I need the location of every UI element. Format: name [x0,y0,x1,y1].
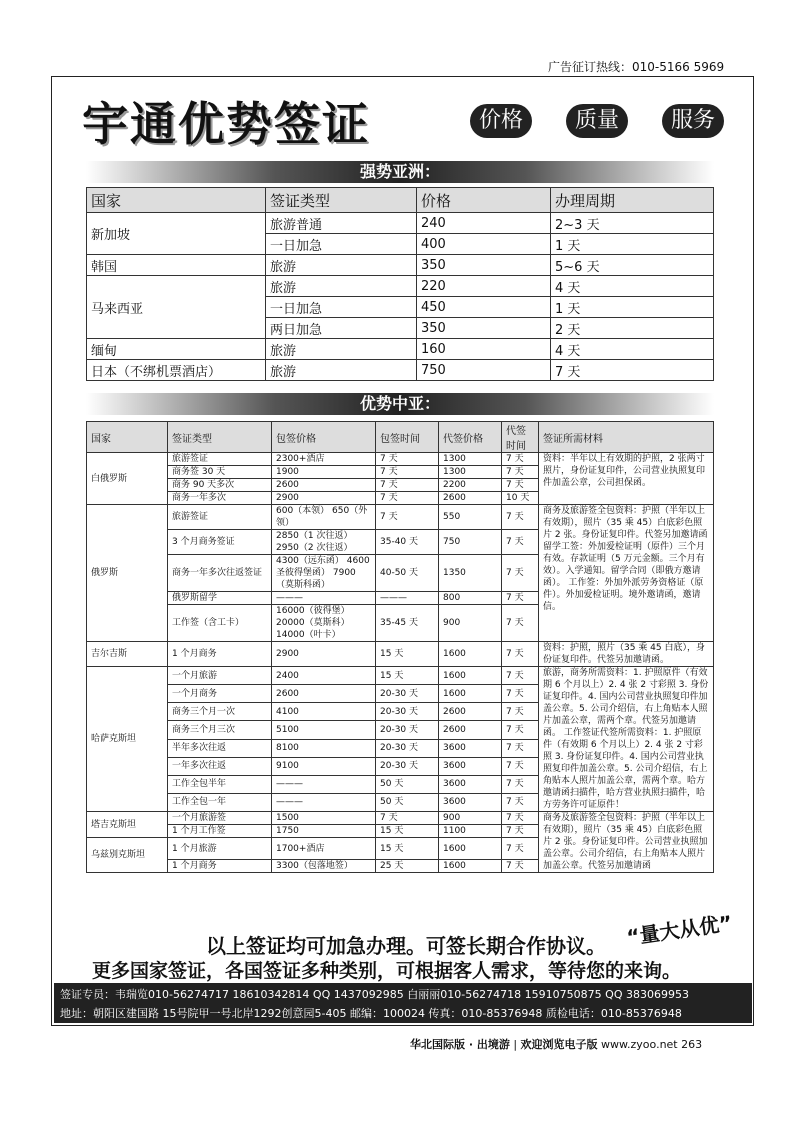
table-row: 一个月商务 2600 20-30 天 1600 7 天 [87,685,714,703]
table-row: 哈萨克斯坦 一个月旅游 2400 15 天 1600 7 天 旅游，商务所需资料：1. 护照原件（有效期 6 个月以上）2. 4 张 2 寸彩照 3. 身份证复印件。4. 国内公司营业执照复印件加盖公章。5. 公司介绍信，右上角贴本人照片加盖公章，需两个章。代签另加邀请函。 工作签证代签所需资料：1. 护照原件（有效期 6 个月以上）2. 4 张 2 寸彩照 3. 身份证复印件。4. 国内公司营业执照复印件加盖公章。5. 公司介绍信，右上角贴本人照片加盖公章，需两个章。哈方邀请函扫描件，哈方营业执照扫描件，哈方劳务许可证原件！ [87,667,714,685]
header-visa-type: 签证类型 [266,188,417,213]
table-row: 韩国 旅游 350 5~6 天 [87,255,714,276]
table-row: 3 个月商务签证 2850（1 次往返） 2950（2 次往返） 35-40 天 750 7 天 [87,530,714,555]
table-row: 吉尔吉斯 1 个月商务 2900 15 天 1600 7 天 资料：护照，照片（35 乘 45 白底），身份证复印件。代签另加邀请函。 [87,642,714,667]
asia-banner: 强势亚洲： [86,161,714,183]
table-row: 1 个月商务 3300（包落地签） 25 天 1600 7 天 [87,860,714,873]
table-row: 新加坡 旅游普通 240 2~3 天 [87,213,714,234]
central-asia-banner: 优势中亚： [86,393,714,415]
page-title: 宇通优势签证 [82,97,370,151]
contact-line-2: 地址：朝阳区建国路 15号院甲一号北岸1292创意园5-405 邮编：100024 传真：010-85376948 质检电话：010-85376948 [60,1007,682,1020]
table-row: 工作全包一年 ——— 50 天 3600 7 天 [87,793,714,811]
table-row: 缅甸 旅游 160 4 天 [87,339,714,360]
table-row: 乌兹别克斯坦 1 个月旅游 1700+酒店 15 天 1600 7 天 [87,838,714,860]
promo-line-2: 更多国家签证，各国签证多种类别，可根据客人需求，等待您的来询。 [92,960,682,982]
table-row: 马来西亚 旅游 220 4 天 [87,276,714,297]
ad-hotline: 广告征订热线：010-5166 5969 [548,60,725,74]
central-asia-table: 国家 签证类型 包签价格 包签时间 代签价格 代签时间 签证所需材料 白俄罗斯 旅游签证 2300+酒店 7 天 1300 7 天 资料：半年以上有效期的护照，2 张两寸照片，身份证复印件，公司营业执照复印件加盖公章，公司担保函。 商务签 30 天 1900 7 天 1300 7 天 商务 90 天多次 2600 7 天 2200 7 天 商务一年多次 2900 7 天 2600 10 天 俄罗斯 旅游签证 600（本领） 650（外领） 7 天 550 7 天 商务及旅游签全包资料：护照（半年以上有效期），照片（35 乘 45）白底彩色照片 2 张。身份证复印件。代签另加邀请函 留学工签：外加爱检证明（原件）三个月有效。存款证明（5 万元金额。三个月有效）。入学通知。留学合同（即俄方邀请函）。 工作签：外加外派劳务资格证（原件）。外加爱检证明。境外邀请函，邀请信。 3 个月商务签证 2850（1 次往返） 2950（2 次往返） 35-40 天 750 7 天 商务一年多次往返签证 4300（远东函） 4600 圣彼得堡函） 7900（莫斯科函） 40-50 天 1350 7 天 俄罗斯留学 ——— ——— 800 7 天 工作签（含工卡） 16000（彼得堡） 20000（莫斯科） 14000（叶卡） 35-45 天 900 7 天 吉尔吉斯 1 个月商务 2900 15 天 1600 7 天 资料：护照，照片（35 乘 45 白底），身份证复印件。代签另加邀请函。 哈萨克斯坦 一个月旅游 2400 15 天 1600 7 天 旅游，商务所需资料：1. 护照原件（有效期 6 个月以上）2. 4 张 2 寸彩照 3. 身份证复印件。4. 国内公司营业执照复印件加盖公章。5. 公司介绍信，右上角贴本人照片加盖公章，需两个章。代签另加邀请函。 工作签证代签所需资料：1. 护照原件（有效期 6 个月以上）2. 4 张 2 寸彩照 3. 身份证复印件。4. 国内公司营业执照复印件加盖公章。5. 公司介绍信，右上角贴本人照片加盖公章，需两个章。哈方邀请函扫描件，哈方营业执照扫描件，哈方劳务许可证原件！ 一个月商务 2600 20-30 天 1600 7 天 商务三个月一次 4100 20-30 天 2600 7 天 商务三个月三次 5100 20-30 天 2600 7 天 半年多次往返 8100 20-30 天 3600 7 天 一年多次往返 9100 20-30 天 3600 7 天 工作全包半年 ——— 50 天 3600 7 天 工作全包一年 ——— 50 天 3600 7 天 塔吉克斯坦 一个月旅游签 1500 7 天 900 7 天 商务及旅游签全包资料：护照（半年以上有效期），照片（35 乘 45）白底彩色照片 2 张。身份证复印件。公司营业执照加盖公章。公司介绍信，右上角贴本人照片加盖公章。代签另加邀请函 1 个月工作签 1750 15 天 1100 7 天 乌兹别克斯坦 1 个月旅游 1700+酒店 15 天 1600 7 天 1 个月商务 3300（包落地签） 25 天 1600 7 天 [86,421,714,873]
pill-price: 价格 [470,104,532,138]
table-row: 日本（不绑机票酒店） 旅游 750 7 天 [87,360,714,381]
slogan: “量大从优” [625,910,734,950]
table-row: 商务一年多次 2900 7 天 2600 10 天 [87,492,714,505]
table-row: 白俄罗斯 旅游签证 2300+酒店 7 天 1300 7 天 资料：半年以上有效期的护照，2 张两寸照片，身份证复印件，公司营业执照复印件加盖公章，公司担保函。 [87,453,714,466]
table-row: 商务三个月三次 5100 20-30 天 2600 7 天 [87,721,714,739]
table-row: 工作签（含工卡） 16000（彼得堡） 20000（莫斯科） 14000（叶卡） 35-45 天 900 7 天 [87,605,714,642]
page-footer: 华北国际版 · 出境游 | 欢迎浏览电子版 www.zyoo.net 263 [410,1038,703,1051]
table-row: 1 个月工作签 1750 15 天 1100 7 天 [87,825,714,838]
pill-service: 服务 [662,104,724,138]
table-row: 俄罗斯留学 ——— ——— 800 7 天 [87,592,714,605]
contact-line-1: 签证专员：韦瑞览010-56274717 18610342814 QQ 1437092985 白丽丽010-56274718 15910750875 QQ 383069953 [60,988,689,1001]
table-row: 一日加急 400 1 天 [87,234,714,255]
table-row: 商务签 30 天 1900 7 天 1300 7 天 [87,466,714,479]
header-country: 国家 [87,188,266,213]
table-row: 工作全包半年 ——— 50 天 3600 7 天 [87,775,714,793]
pill-quality: 质量 [566,104,628,138]
table-row: 商务一年多次往返签证 4300（远东函） 4600 圣彼得堡函） 7900（莫斯科函） 40-50 天 1350 7 天 [87,555,714,592]
table-row: 两日加急 350 2 天 [87,318,714,339]
contact-bar [54,983,752,1023]
table-row: 塔吉克斯坦 一个月旅游签 1500 7 天 900 7 天 商务及旅游签全包资料：护照（半年以上有效期），照片（35 乘 45）白底彩色照片 2 张。身份证复印件。公司营业执照加盖公章。公司介绍信，右上角贴本人照片加盖公章。代签另加邀请函 [87,812,714,825]
promo-line-1: 以上签证均可加急办理。可签长期合作协议。 [206,934,606,958]
table-row: 俄罗斯 旅游签证 600（本领） 650（外领） 7 天 550 7 天 商务及旅游签全包资料：护照（半年以上有效期），照片（35 乘 45）白底彩色照片 2 张。身份证复印件。代签另加邀请函 留学工签：外加爱检证明（原件）三个月有效。存款证明（5 万元金额。三个月有效）。入学通知。留学合同（即俄方邀请函）。 工作签：外加外派劳务资格证（原件）。外加爱检证明。境外邀请函，邀请信。 [87,505,714,530]
header-price: 价格 [417,188,551,213]
table-row: 商务 90 天多次 2600 7 天 2200 7 天 [87,479,714,492]
table-row: 一年多次往返 9100 20-30 天 3600 7 天 [87,757,714,775]
table-row: 商务三个月一次 4100 20-30 天 2600 7 天 [87,703,714,721]
table-row: 一日加急 450 1 天 [87,297,714,318]
header-period: 办理周期 [551,188,714,213]
table-row: 半年多次往返 8100 20-30 天 3600 7 天 [87,739,714,757]
asia-table [86,187,714,381]
